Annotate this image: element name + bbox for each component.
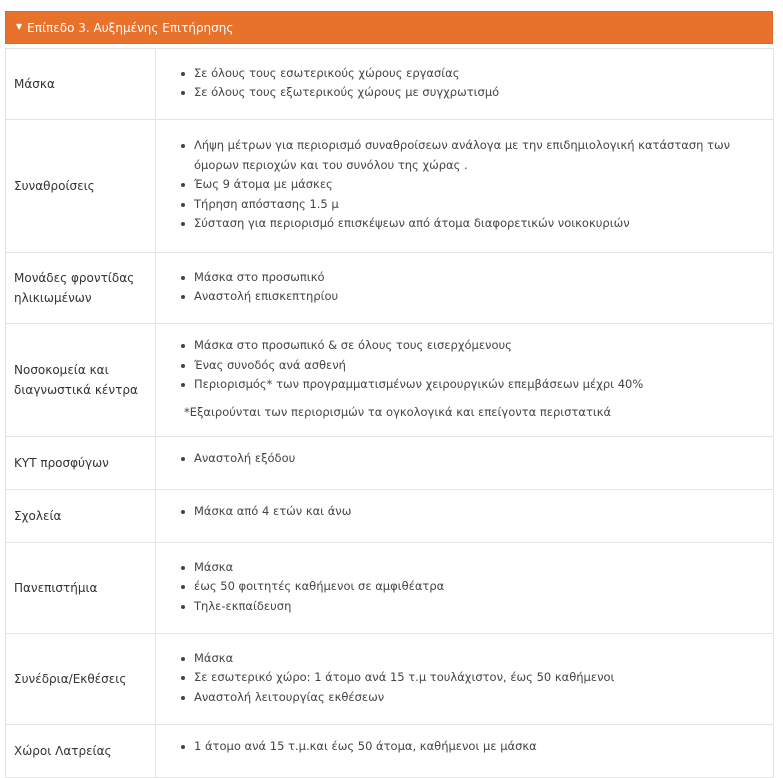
table-row <box>6 324 774 437</box>
row-content <box>156 543 774 634</box>
row-label: Χώροι Λατρείας <box>6 725 156 778</box>
row-content <box>156 253 774 324</box>
list-item: Αναστολή επισκεπτηρίου <box>194 287 763 307</box>
row-content <box>156 437 774 490</box>
row-content <box>156 49 774 120</box>
list-item: 1 άτομο ανά 15 τ.μ.και έως 50 άτομα, καθήμενοι με μάσκα <box>194 737 763 757</box>
footnote: *Εξαιρούνται των περιορισμών τα ογκολογικά και επείγοντα περιστατικά <box>184 404 612 419</box>
list-item: Σε όλους τους εσωτερικούς χώρους εργασίας <box>194 64 763 84</box>
row-label: Συνέδρια/Εκθέσεις <box>6 634 156 725</box>
list-item: Έως 9 άτομα με μάσκες <box>194 175 763 195</box>
bullet-list <box>174 502 763 522</box>
list-item: Τήρηση απόστασης 1.5 μ <box>194 195 763 215</box>
list-item: Σε όλους τους εξωτερικούς χώρους με συγχρωτισμό <box>194 83 763 103</box>
row-label: ΚΥΤ προσφύγων <box>6 437 156 490</box>
list-item: Μάσκα στο προσωπικό & σε όλους τους εισερχόμενους <box>194 336 763 356</box>
row-label: Συναθροίσεις <box>6 120 156 253</box>
row-label: Πανεπιστήμια <box>6 543 156 634</box>
list-item: Σε εσωτερικό χώρο: 1 άτομο ανά 15 τ.μ τουλάχιστον, έως 50 καθήμενοι <box>194 668 763 688</box>
bullet-list <box>174 558 763 617</box>
list-item: Αναστολή λειτουργίας εκθέσεων <box>194 688 763 708</box>
row-label: Μάσκα <box>6 49 156 120</box>
list-item: Μάσκα από 4 ετών και άνω <box>194 502 763 522</box>
measures-table <box>5 48 774 778</box>
accordion-header[interactable] <box>5 11 773 44</box>
table-row <box>6 49 774 120</box>
bullet-list <box>174 268 763 307</box>
table-row <box>6 490 774 543</box>
table-row <box>6 634 774 725</box>
table-row <box>6 437 774 490</box>
row-label: Μονάδες φροντίδας ηλικιωμένων <box>6 253 156 324</box>
caret-down-icon: ▼ <box>16 22 23 31</box>
bullet-list <box>174 136 763 234</box>
list-item: Περιορισμός* των προγραμματισμένων χειρουργικών επεμβάσεων μέχρι 40% <box>194 375 763 395</box>
bullet-list <box>174 64 763 103</box>
row-content <box>156 634 774 725</box>
list-item: Λήψη μέτρων για περιορισμό συναθροίσεων ανάλογα με την επιδημιολογική κατάσταση των όμορων περιοχών και του συνόλου της χώρας . <box>194 136 763 175</box>
bullet-list <box>174 649 763 708</box>
accordion-title: Επίπεδο 3. Αυξημένης Επιτήρησης <box>27 20 234 35</box>
row-label: Νοσοκομεία και διαγνωστικά κέντρα <box>6 324 156 437</box>
list-item: Ένας συνοδός ανά ασθενή <box>194 356 763 376</box>
list-item: έως 50 φοιτητές καθήμενοι σε αμφιθέατρα <box>194 577 763 597</box>
row-label: Σχολεία <box>6 490 156 543</box>
accordion-panel <box>5 11 773 778</box>
list-item: Σύσταση για περιορισμό επισκέψεων από άτομα διαφορετικών νοικοκυριών <box>194 214 763 234</box>
row-content <box>156 120 774 253</box>
table-row <box>6 725 774 778</box>
list-item: Μάσκα στο προσωπικό <box>194 268 763 288</box>
list-item: Τηλε-εκπαίδευση <box>194 597 763 617</box>
row-content <box>156 490 774 543</box>
table-row <box>6 120 774 253</box>
bullet-list <box>174 737 763 757</box>
list-item: Μάσκα <box>194 649 763 669</box>
table-row <box>6 253 774 324</box>
table-row <box>6 543 774 634</box>
bullet-list <box>174 449 763 469</box>
row-content <box>156 324 774 437</box>
row-content <box>156 725 774 778</box>
bullet-list <box>174 336 763 395</box>
list-item: Αναστολή εξόδου <box>194 449 763 469</box>
list-item: Μάσκα <box>194 558 763 578</box>
